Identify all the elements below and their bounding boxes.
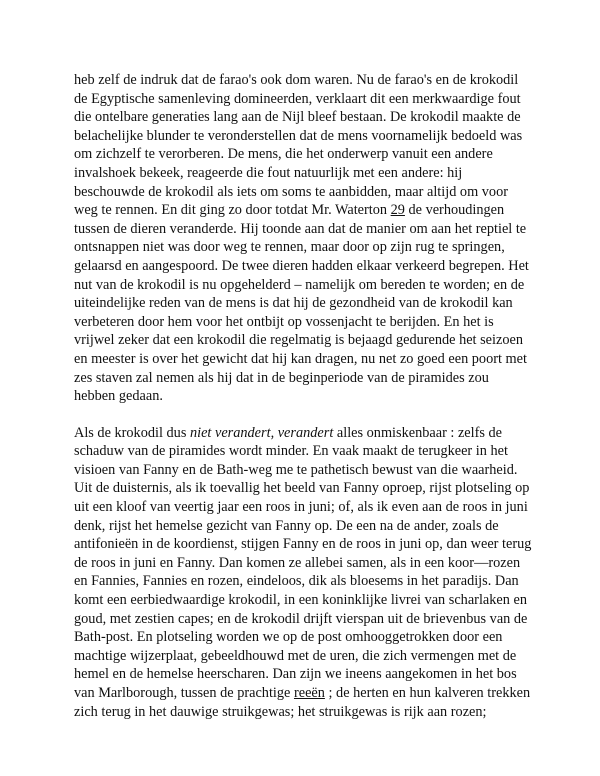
paragraph-1-text-a: heb zelf de indruk dat de farao's ook dom waren. Nu de farao's en de krokodil de Egyptische samenleving domineerden, verklaart dit een merkwaardige fout die ontelbare generaties lang aan de Nijl bleef bestaan. De krokodil maakte de belachelijke blunder te veronderstellen dat de mens voornamelijk bedoeld was om zichzelf te verorberen. De mens, die het onderwerp vanuit een andere invalshoek bekeek, reageerde die fout natuurlijk met een andere: hij beschouwde de krokodil als iets om soms te aanbidden, maar altijd om voor weg te rennen. En dit ging zo door totdat Mr. Waterton <box>74 72 523 219</box>
paragraph-1 <box>74 71 532 406</box>
paragraph-2-italic-phrase: niet verandert, verandert <box>189 424 334 441</box>
paragraph-1-text-b: de verhoudingen tussen de dieren veranderde. Hij toonde aan dat de manier om aan het reptiel te ontsnappen niet was door weg te rennen, maar door op zijn rug te springen, gelaarsd en aangespoord. De twee dieren hadden elkaar verkeerd begrepen. Het nut van de krokodil is nu opgehelderd – namelijk om bereden te worden; en de uiteindelijke reden van de mens is dat hij de gezondheid van de krokodil kan verbeteren door hem voor het ontbijt op vossenjacht te berijden. En het is vrijwel zeker dat een krokodil die regelmatig is bejaagd gedurende het seizoen en meester is over het gewicht dat hij kan dragen, nu net zo goed een poort met zes staven zal nemen als hij dat in de beginperiode van de piramides zou hebben gedaan. <box>74 202 529 405</box>
paragraph-2-text-b: alles onmiskenbaar : zelfs de schaduw van de piramides wordt minder. En vaak maakt de terugkeer in het visioen van Fanny en de Bath-weg me te pathetisch bewust van die waarheid. Uit de duisternis, als ik toevallig het beeld van Fanny oproep, rijst plotseling op uit een kloof van veertig jaar een roos in juni; of, als ik even aan de roos in juni denk, rijst het hemelse gezicht van Fanny op. De een na de ander, zoals de antifonieën in de koordienst, stijgen Fanny en de roos in juni op, dan weer terug de roos in juni en Fanny. Dan komen ze allebei samen, als in een koor—rozen en Fannies, Fannies en rozen, eindeloos, dik als bloesems in het paradijs. Dan komt een eerbiedwaardige krokodil, in een koninklijke livrei van scharlaken en goud, met zestien capes; en de krokodil drijft vierspan uit de brievenbus van de Bath-post. En plotseling worden we op de post omhooggetrokken door een machtige wijzerplaat, gebeeldhouwd met de uren, die zich vermengen met de hemel en de hemelse heerscharen. Dan zijn we ineens aangekomen in het bos van Marlborough, tussen de prachtige <box>74 424 532 701</box>
paragraph-2-text-a: Als de krokodil dus <box>74 424 190 441</box>
paragraph-2-text-c: ; de herten en hun kalveren trekken zich terug in het dauwige struikgewas; het struikgewas is rijk aan rozen; <box>74 685 531 720</box>
footnote-29-link[interactable]: 29 <box>390 202 405 219</box>
document-page <box>74 71 532 739</box>
reeen-link[interactable]: reeën <box>293 685 325 701</box>
paragraph-2 <box>74 424 532 722</box>
